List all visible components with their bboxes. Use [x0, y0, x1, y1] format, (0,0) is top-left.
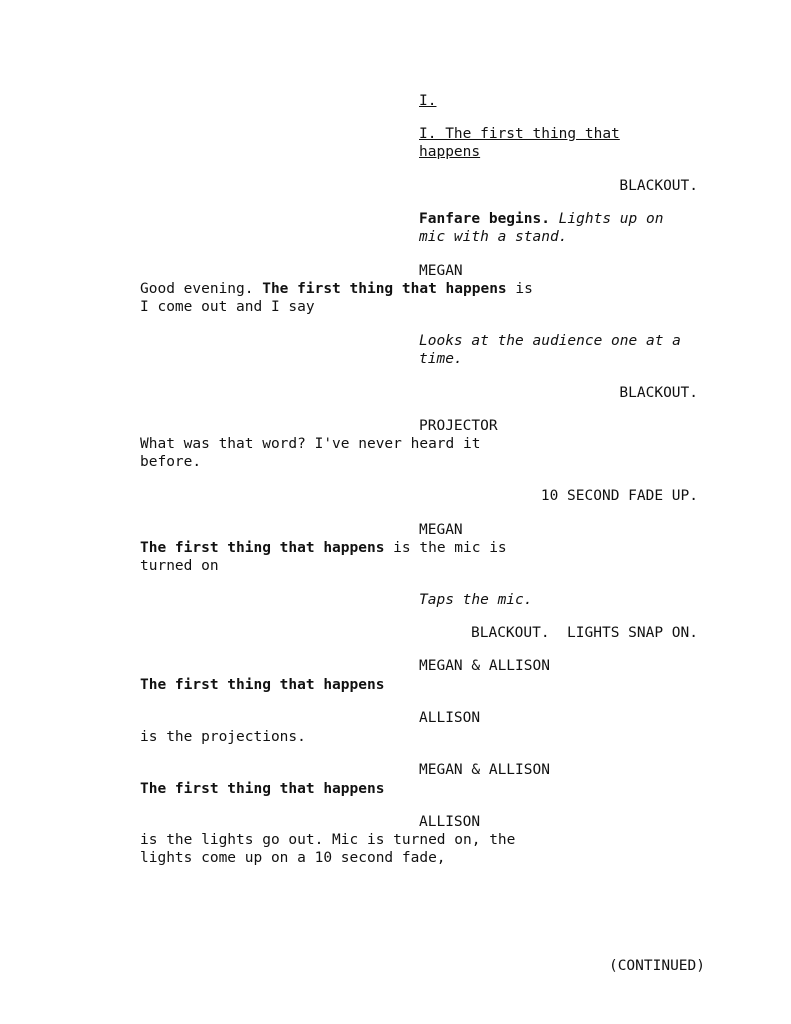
scene-heading-line-2: happens [419, 144, 481, 160]
dialogue-bold-text: The first thing that happens [262, 281, 507, 297]
dialogue-projector-line-1: What was that word? I've never heard it [140, 436, 481, 452]
dialogue-text: Good evening. [140, 281, 263, 297]
character-projector: PROJECTOR [419, 418, 498, 434]
character-megan-2: MEGAN [419, 522, 463, 538]
action-looks-line-2: time. [419, 351, 463, 367]
action-fanfare-line-2: mic with a stand. [419, 229, 568, 245]
character-megan-allison-1: MEGAN & ALLISON [419, 658, 550, 674]
action-italic-text: Lights up on [549, 211, 664, 227]
dialogue-megan-1-line-2: I come out and I say [140, 299, 315, 315]
dialogue-projector-line-2: before. [140, 454, 202, 470]
transition-blackout-lights: BLACKOUT. LIGHTS SNAP ON. [471, 625, 698, 641]
dialogue-text: is the mic is [384, 540, 507, 556]
character-allison-2: ALLISON [419, 814, 481, 830]
action-looks-line-1: Looks at the audience one at a [419, 333, 681, 349]
scene-heading-line-1: I. The first thing that [419, 126, 620, 142]
dialogue-megan-1-line-1 [140, 280, 533, 298]
character-megan-1: MEGAN [419, 263, 463, 279]
action-taps-mic: Taps the mic. [419, 592, 533, 608]
transition-fade-up: 10 SECOND FADE UP. [540, 488, 698, 504]
transition-blackout-2: BLACKOUT. [619, 385, 698, 401]
continued-marker: (CONTINUED) [608, 958, 705, 974]
action-fanfare [419, 210, 663, 228]
character-megan-allison-2: MEGAN & ALLISON [419, 762, 550, 778]
dialogue-allison-1: is the projections. [140, 729, 306, 745]
transition-blackout-1: BLACKOUT. [619, 178, 698, 194]
dialogue-megan-2-line-2: turned on [140, 558, 219, 574]
action-bold-text: Fanfare begins. [419, 211, 550, 227]
dialogue-megan-allison-1: The first thing that happens [140, 677, 385, 693]
dialogue-allison-2-line-2: lights come up on a 10 second fade, [140, 850, 446, 866]
dialogue-allison-2-line-1: is the lights go out. Mic is turned on, the [140, 832, 516, 848]
act-number: I. [419, 93, 437, 109]
dialogue-megan-allison-2: The first thing that happens [140, 781, 385, 797]
character-allison-1: ALLISON [419, 710, 481, 726]
dialogue-megan-2-line-1 [140, 539, 507, 557]
dialogue-bold-text: The first thing that happens [140, 540, 385, 556]
dialogue-text: is [506, 281, 533, 297]
